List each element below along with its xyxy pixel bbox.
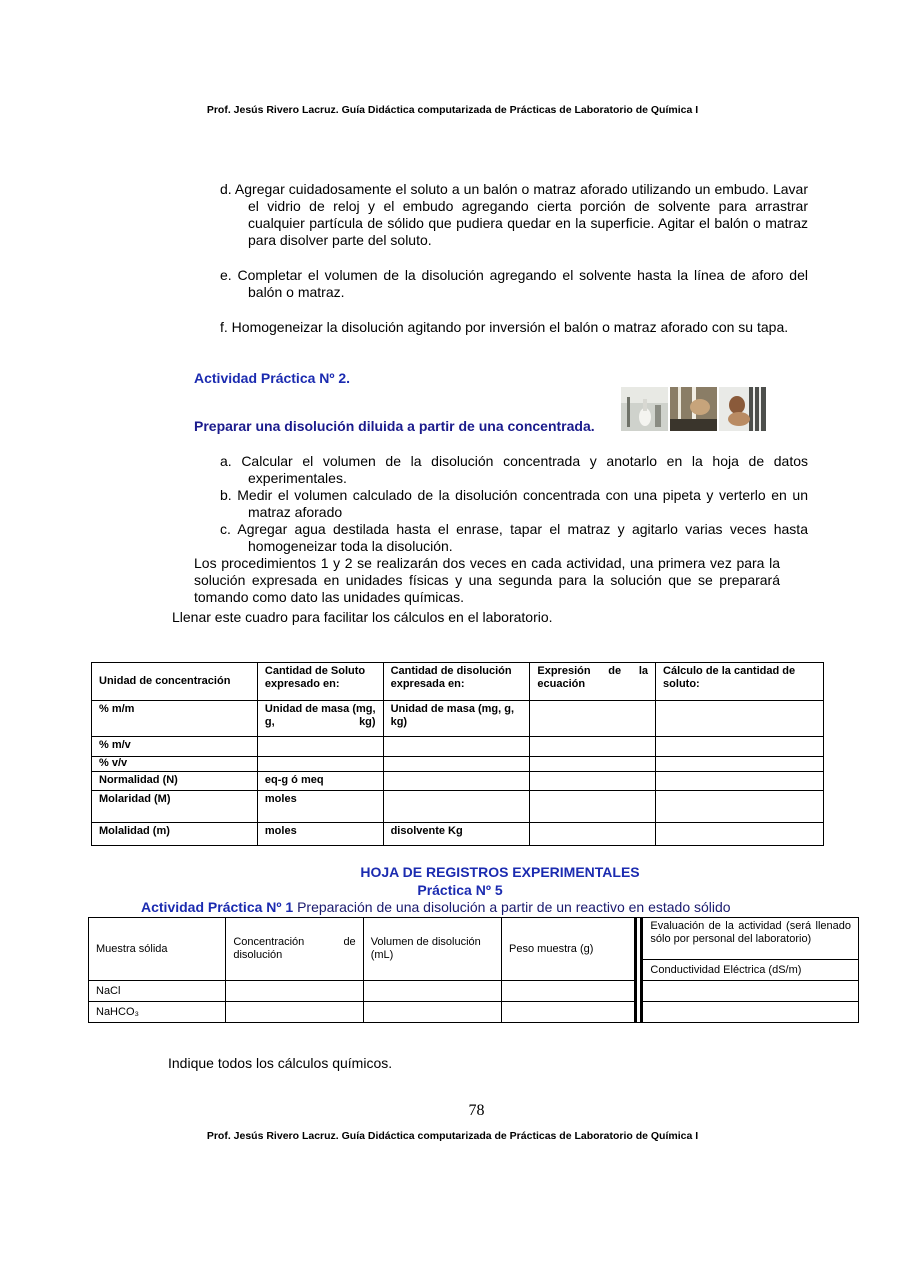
table-cell bbox=[226, 981, 363, 1002]
lab-photo-1 bbox=[621, 387, 668, 431]
concentration-table bbox=[91, 662, 824, 846]
table-cell: Unidad de masa (mg, g, kg) bbox=[383, 701, 530, 737]
step-e: e. Completar el volumen de la disolución agregando el solvente hasta la línea de aforo del balón o matraz. bbox=[220, 267, 808, 300]
fill-note: Llenar este cuadro para facilitar los cálculos en el laboratorio. bbox=[172, 609, 553, 625]
table-cell bbox=[656, 757, 824, 772]
table-cell bbox=[383, 757, 530, 772]
page-header: Prof. Jesús Rivero Lacruz. Guía Didáctica computarizada de Prácticas de Laboratorio de Química I bbox=[206, 104, 699, 116]
conductivity-header: Conductividad Eléctrica (dS/m) bbox=[642, 960, 859, 981]
registro-table bbox=[88, 917, 859, 1023]
table-row bbox=[92, 701, 824, 737]
table-cell bbox=[530, 823, 656, 846]
header-cell: Expresión de la ecuación bbox=[530, 663, 656, 701]
table-cell bbox=[383, 791, 530, 823]
lab-photo-3 bbox=[719, 387, 766, 431]
table-row bbox=[89, 1002, 859, 1023]
header-cell: Cantidad de disolución expresada en: bbox=[383, 663, 530, 701]
table-cell: Molaridad (M) bbox=[92, 791, 258, 823]
table-row bbox=[89, 981, 859, 1002]
table-cell: NaHCO₃ bbox=[89, 1002, 226, 1023]
table-row bbox=[92, 823, 824, 846]
table-row bbox=[92, 772, 824, 791]
table-cell bbox=[363, 981, 501, 1002]
table-header-row bbox=[92, 663, 824, 701]
header-cell: Peso muestra (g) bbox=[502, 918, 636, 981]
lab-photos bbox=[621, 387, 769, 432]
header-cell: Unidad de concentración bbox=[92, 663, 258, 701]
table-cell bbox=[530, 701, 656, 737]
table-cell: moles bbox=[257, 791, 383, 823]
header-cell: Volumen de disolución (mL) bbox=[363, 918, 501, 981]
evaluation-header: Evaluación de la actividad (será llenado sólo por personal del laboratorio) bbox=[642, 918, 859, 960]
table-cell: Unidad de masa (mg, g, kg) bbox=[257, 701, 383, 737]
registro-title: HOJA DE REGISTROS EXPERIMENTALES bbox=[360, 864, 640, 880]
step-d: d. Agregar cuidadosamente el soluto a un balón o matraz aforado utilizando un embudo. Lavar el vidrio de reloj y el embudo agregando cierta porción de solvente para arrastrar cualquier partícula de sólido que pudiera quedar en la superficie. Agitar el balón o matraz para disolver parte del soluto. bbox=[220, 181, 808, 248]
table-header-row bbox=[89, 918, 859, 960]
table-cell: disolvente Kg bbox=[383, 823, 530, 846]
page-number: 78 bbox=[468, 1102, 485, 1119]
table-row bbox=[92, 791, 824, 823]
step-b: b. Medir el volumen calculado de la disolución concentrada con una pipeta y verterlo en un matraz aforado bbox=[220, 487, 808, 520]
table-cell bbox=[656, 772, 824, 791]
table-cell bbox=[383, 737, 530, 757]
table-cell bbox=[383, 772, 530, 791]
calc-note: Indique todos los cálculos químicos. bbox=[168, 1055, 393, 1071]
table-cell bbox=[656, 701, 824, 737]
step-a: a. Calcular el volumen de la disolución concentrada y anotarlo en la hoja de datos experimentales. bbox=[220, 453, 808, 486]
table-row bbox=[92, 737, 824, 757]
table-cell bbox=[530, 737, 656, 757]
table-cell: Molalidad (m) bbox=[92, 823, 258, 846]
table-cell: Normalidad (N) bbox=[92, 772, 258, 791]
table-cell: NaCl bbox=[89, 981, 226, 1002]
page-footer: Prof. Jesús Rivero Lacruz. Guía Didáctica computarizada de Prácticas de Laboratorio de Química I bbox=[206, 1130, 699, 1142]
step-c: c. Agregar agua destilada hasta el enrase, tapar el matraz y agitarlo varias veces hasta homogeneizar toda la disolución. bbox=[220, 521, 808, 554]
activity-2-title: Actividad Práctica Nº 2. bbox=[194, 370, 351, 386]
table-cell bbox=[363, 1002, 501, 1023]
header-cell: Concentración de disolución bbox=[226, 918, 363, 981]
table-cell: % m/m bbox=[92, 701, 258, 737]
table-cell bbox=[257, 737, 383, 757]
registro-practica: Práctica Nº 5 bbox=[417, 882, 503, 898]
header-cell: Cantidad de Soluto expresado en: bbox=[257, 663, 383, 701]
table-cell bbox=[642, 1002, 859, 1023]
activity-2-subtitle: Preparar una disolución diluida a partir de una concentrada. bbox=[194, 418, 595, 434]
table-cell: moles bbox=[257, 823, 383, 846]
table-cell bbox=[530, 791, 656, 823]
lab-photo-2 bbox=[670, 387, 717, 431]
table-row bbox=[92, 757, 824, 772]
registro-activity-line bbox=[141, 899, 731, 915]
table-cell bbox=[656, 791, 824, 823]
table-cell bbox=[530, 772, 656, 791]
table-cell: % v/v bbox=[92, 757, 258, 772]
table-cell bbox=[656, 823, 824, 846]
table-cell bbox=[502, 981, 636, 1002]
table-cell bbox=[642, 981, 859, 1002]
table-cell: % m/v bbox=[92, 737, 258, 757]
registro-activity-desc: Preparación de una disolución a partir de un reactivo en estado sólido bbox=[297, 899, 731, 915]
table-cell bbox=[530, 757, 656, 772]
table-cell: eq-g ó meq bbox=[257, 772, 383, 791]
table-cell bbox=[502, 1002, 636, 1023]
header-cell: Cálculo de la cantidad de soluto: bbox=[656, 663, 824, 701]
step-f: f. Homogeneizar la disolución agitando por inversión el balón o matraz aforado con su tapa. bbox=[220, 319, 789, 335]
table-cell bbox=[656, 737, 824, 757]
procedures-note: Los procedimientos 1 y 2 se realizarán dos veces en cada actividad, una primera vez para la solución expresada en unidades físicas y una segunda para la solución que se preparará tomando como dato las unidades químicas. bbox=[194, 555, 780, 605]
header-cell: Muestra sólida bbox=[89, 918, 226, 981]
registro-activity-label: Actividad Práctica Nº 1 bbox=[141, 899, 294, 915]
table-cell bbox=[257, 757, 383, 772]
table-cell bbox=[226, 1002, 363, 1023]
